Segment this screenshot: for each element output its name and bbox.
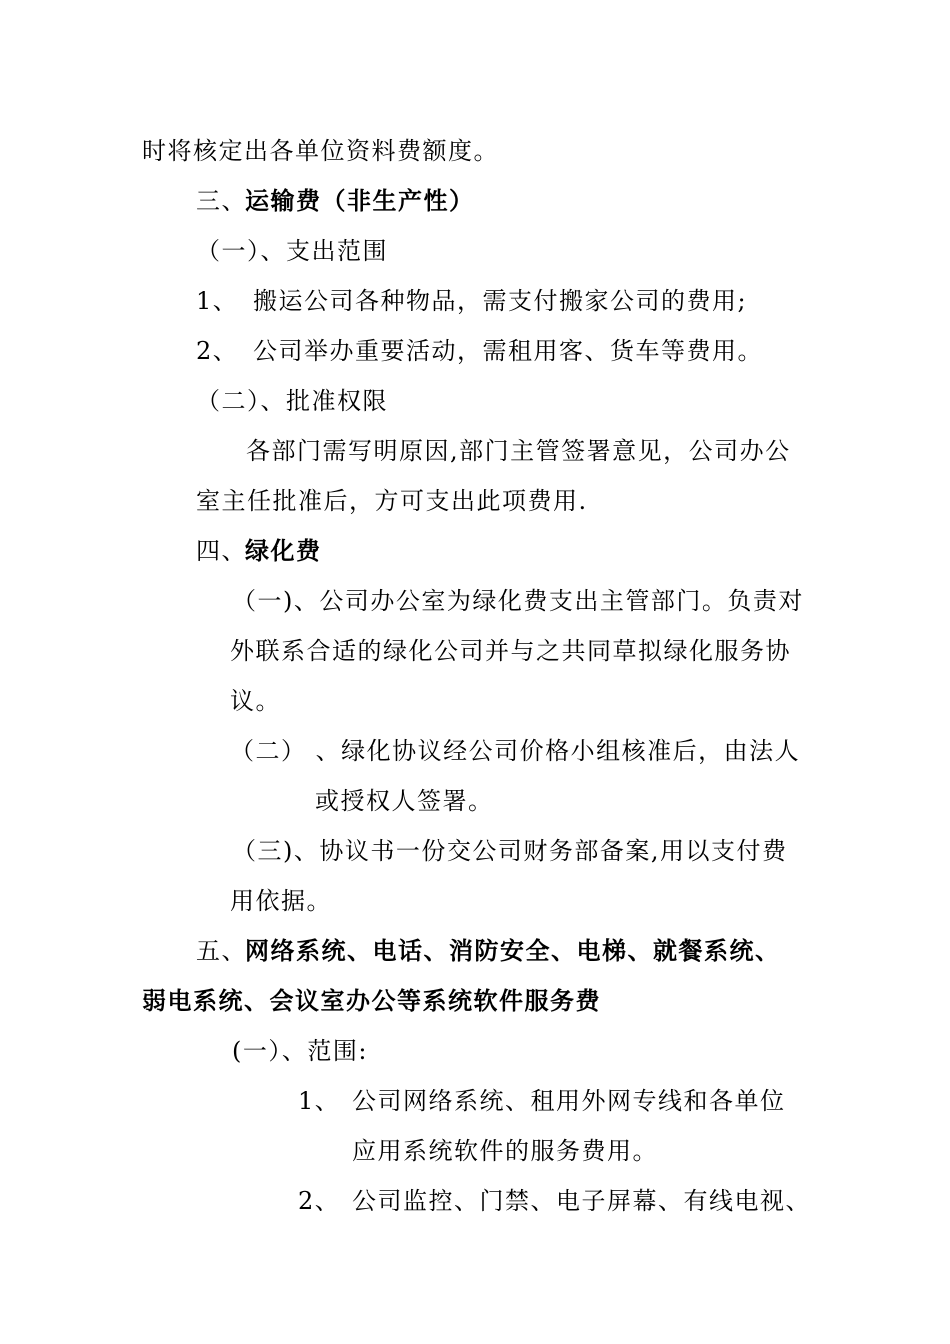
list-number: 1、 bbox=[298, 1087, 341, 1115]
subheading: （一）、支出范围 bbox=[196, 237, 388, 265]
text-line: 时将核定出各单位资料费额度。 bbox=[142, 137, 499, 165]
subheading: (一）、范围: bbox=[232, 1037, 368, 1065]
section-heading-5-prefix: 五、 bbox=[196, 937, 247, 965]
text-line: 室主任批准后，方可支出此项费用. bbox=[196, 487, 588, 515]
section-heading-4-prefix: 四、 bbox=[196, 537, 247, 565]
list-number: 1、 bbox=[196, 287, 239, 315]
list-item-text: 应用系统软件的服务费用。 bbox=[352, 1137, 658, 1165]
list-item-text: 公司网络系统、租用外网专线和各单位 bbox=[352, 1087, 786, 1115]
list-item-text: 搬运公司各种物品，需支付搬家公司的费用; bbox=[253, 287, 748, 315]
text-line: 外联系合适的绿化公司并与之共同草拟绿化服务协 bbox=[230, 637, 791, 665]
section-heading-3-prefix: 三、 bbox=[196, 187, 247, 215]
list-number: 2、 bbox=[298, 1187, 341, 1215]
text-line: 议。 bbox=[230, 687, 281, 715]
section-heading-5-cont: 弱电系统、会议室办公等系统软件服务费 bbox=[142, 986, 601, 1015]
list-number: 2、 bbox=[196, 337, 239, 365]
text-line: 用依据。 bbox=[230, 887, 332, 915]
text-line: （二） 、绿化协议经公司价格小组核准后，由法人 bbox=[230, 737, 801, 765]
section-heading-3: 运输费（非生产性） bbox=[245, 186, 475, 215]
text-line: （三)、协议书一份交公司财务部备案,用以支付费 bbox=[232, 837, 788, 865]
subheading: （二）、批准权限 bbox=[196, 387, 388, 415]
list-item-text: 公司举办重要活动，需租用客、货车等费用。 bbox=[253, 337, 763, 365]
list-item-text: 公司监控、门禁、电子屏幕、有线电视、 bbox=[352, 1187, 811, 1215]
text-line: （一)、公司办公室为绿化费支出主管部门。负责对 bbox=[232, 587, 804, 615]
section-heading-4: 绿化费 bbox=[245, 536, 322, 565]
text-line: 各部门需写明原因,部门主管签署意见，公司办公 bbox=[246, 437, 791, 465]
text-line: 或授权人签署。 bbox=[315, 787, 494, 815]
section-heading-5: 网络系统、电话、消防安全、电梯、就餐系统、 bbox=[245, 936, 781, 965]
